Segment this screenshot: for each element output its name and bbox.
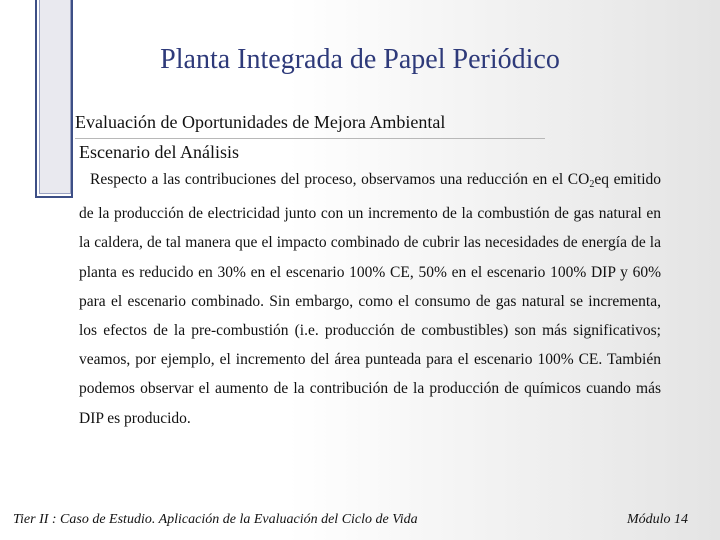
body-text-start: Respecto a las contribuciones del proceso, observamos una reducción en el — [90, 171, 568, 188]
subtitle-divider — [75, 138, 545, 139]
slide-title: Planta Integrada de Papel Periódico — [160, 44, 560, 75]
co2-prefix: CO — [567, 171, 590, 188]
slide-subtitle: Evaluación de Oportunidades de Mejora Ambiental — [75, 112, 446, 132]
decorative-side-bar-inner — [39, 0, 71, 194]
decorative-side-bar — [35, 0, 73, 198]
co2-subscript: 2 — [589, 179, 595, 190]
footer-caption: Tier II : Caso de Estudio. Aplicación de la Evaluación del Ciclo de Vida — [13, 512, 418, 527]
co2-formula — [568, 171, 609, 188]
section-heading: Escenario del Análisis — [79, 142, 239, 162]
body-text-end: emitido de la producción de electricidad junto con un incremento de la combustión de gas natural en la caldera, de tal manera que el impacto combinado de cubrir las necesidades de energía de la planta es reducido en 30% en el escenario 100% CE, 50% en el escenario 100% DIP y 60% para el escenario combinado. Sin embargo, como el consumo de gas natural se incrementa, los efectos de la pre-combustión (i.e. producción de combustibles) son más significativos; veamos, por ejemplo, el incremento del área punteada para el escenario 100% CE. También podemos observar el aumento de la contribución de la producción de químicos cuando más DIP es producido. — [79, 171, 661, 427]
body-paragraph — [79, 165, 661, 433]
footer-module-number: Módulo 14 — [626, 512, 688, 527]
co2-suffix: eq — [594, 171, 609, 188]
